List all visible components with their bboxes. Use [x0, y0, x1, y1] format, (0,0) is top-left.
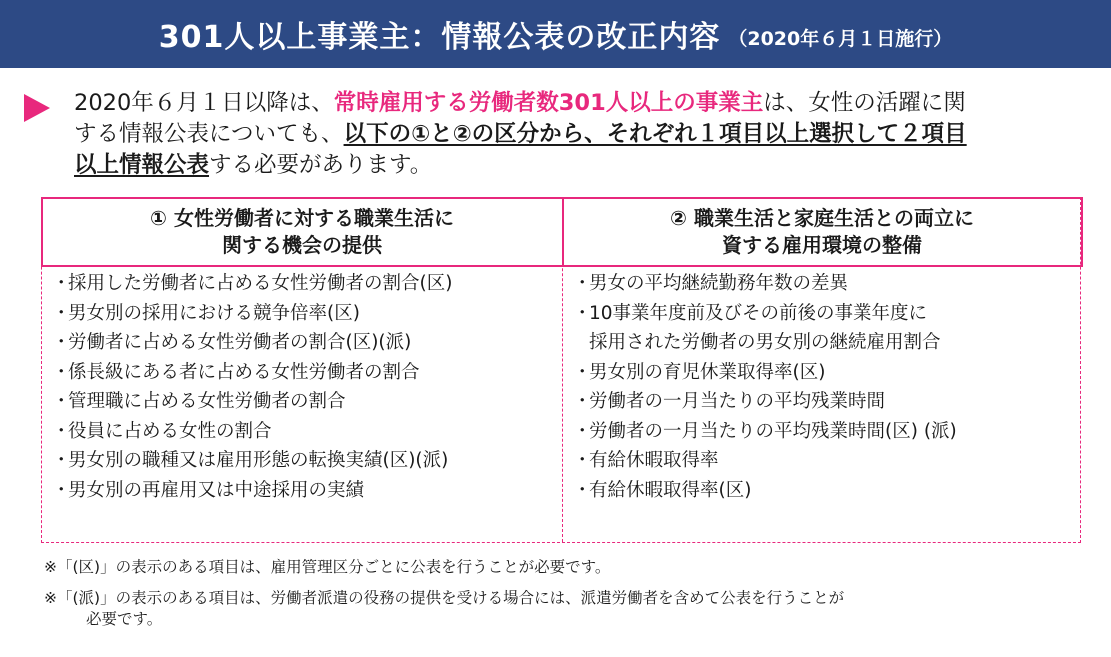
intro-underline-2: 以上情報公表 — [74, 152, 210, 178]
column-right-header — [562, 197, 1083, 267]
intro-text-7: する必要があります。 — [209, 152, 433, 178]
category-table — [41, 197, 1081, 543]
intro-highlight: 常時雇用する労働者数301人以上の事業主 — [333, 90, 764, 116]
intro-text-3: は、女性の活躍に関 — [763, 90, 966, 116]
list-item: ・ 男女別の再雇用又は中途採用の実績 — [52, 479, 365, 501]
list-item: ・ 労働者の一月当たりの平均残業時間 — [573, 391, 886, 412]
list-item: ・ 管理職に占める女性労働者の割合 — [52, 391, 346, 412]
list-item: ・ 有給休暇取得率(区) — [573, 479, 752, 501]
intro-text — [74, 88, 1099, 181]
footnote-ku: ※「(区)」の表示のある項目は、雇用管理区分ごとに公表を行うことが必要です。 — [44, 558, 611, 576]
intro-text-4: する情報公表についても、 — [74, 121, 344, 147]
column-right-header-line2: 資する雇用環境の整備 — [722, 232, 922, 257]
list-item: ・ 10事業年度前及びその前後の事業年度に — [573, 302, 928, 324]
list-item: ・ 役員に占める女性の割合 — [52, 420, 272, 442]
list-item: ・ 男女別の採用における競争倍率(区) — [52, 302, 360, 324]
intro-underline-1: 以下の①と②の区分から、それぞれ１項目以上選択して２項目 — [343, 121, 967, 147]
list-item: ・ 男女別の育児休業取得率(区) — [573, 361, 826, 383]
list-item: ・ 労働者に占める女性労働者の割合(区)(派) — [52, 332, 412, 353]
list-item: ・ 男女別の職種又は雇用形態の転換実績(区)(派) — [52, 450, 449, 471]
page-title: 301人以上事業主：情報公表の改正内容 — [158, 20, 721, 55]
column-left-list — [42, 269, 562, 505]
column-right-list — [563, 269, 1081, 505]
list-item: ・ 採用した労働者に占める女性労働者の割合(区) — [52, 273, 453, 294]
column-left-header-line2: 関する機会の提供 — [222, 232, 382, 257]
page-subtitle: （2020年６月１日施行） — [728, 27, 953, 50]
column-left-header — [41, 197, 564, 267]
footnotes — [44, 557, 1084, 640]
list-item: ・ 男女の平均継続勤務年数の差異 — [573, 273, 849, 294]
footnote-ha-line1: ※「(派)」の表示のある項目は、労働者派遣の役務の提供を受ける場合には、派遣労働者を含めて公表を行うことが — [44, 589, 845, 607]
column-left — [42, 198, 562, 542]
column-right — [562, 198, 1081, 542]
footnote-ha-line2: 必要です。 — [86, 610, 163, 628]
list-item: ・ 労働者の一月当たりの平均残業時間(区) (派) — [573, 420, 957, 442]
intro-paragraph — [24, 88, 1099, 181]
title-bar — [0, 0, 1111, 68]
triangle-arrow-right-icon — [24, 94, 50, 122]
column-left-header-line1: ① 女性労働者に対する職業生活に — [150, 205, 454, 230]
list-item-continuation: 採用された労働者の男女別の継続雇用割合 — [589, 332, 941, 353]
column-right-header-line1: ② 職業生活と家庭生活との両立に — [670, 205, 974, 230]
intro-text-1: 2020年６月１日以降は、 — [74, 90, 334, 116]
footnote-ha — [44, 588, 1084, 630]
list-item: ・ 係長級にある者に占める女性労働者の割合 — [52, 361, 420, 383]
list-item: ・ 有給休暇取得率 — [573, 450, 719, 471]
